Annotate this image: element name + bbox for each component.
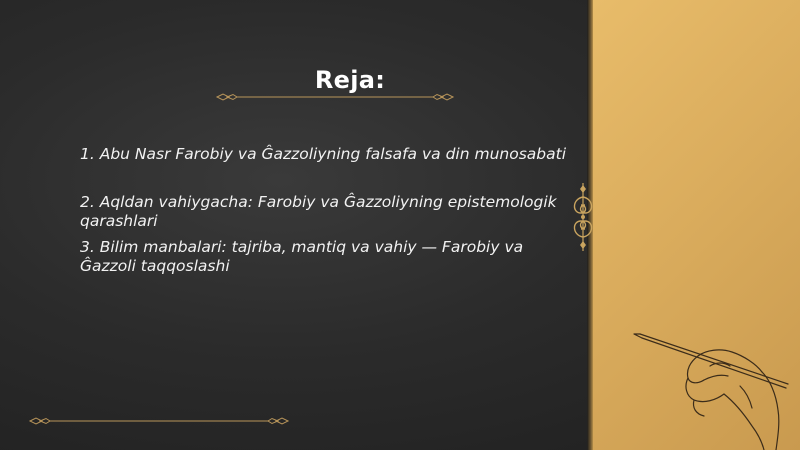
agenda-item: 3. Bilim manbalari: tajriba, mantiq va vahiy — Farobiy va Ĝazzoli taqqoslashi (80, 238, 524, 275)
divider-ornament-icon (28, 414, 290, 428)
slide-title: Reja: (314, 66, 386, 94)
agenda-list (80, 145, 580, 276)
hand-with-pen-icon (628, 322, 798, 450)
divider-ornament-icon (215, 90, 455, 104)
agenda-item: 1. Abu Nasr Farobiy va Ĝazzoliyning falsafa va din munosabati (80, 145, 566, 163)
scroll-ornament-icon (568, 183, 598, 251)
agenda-item: 2. Aqldan vahiygacha: Farobiy va Ĝazzoliyning epistemologik qarashlari (80, 193, 557, 230)
